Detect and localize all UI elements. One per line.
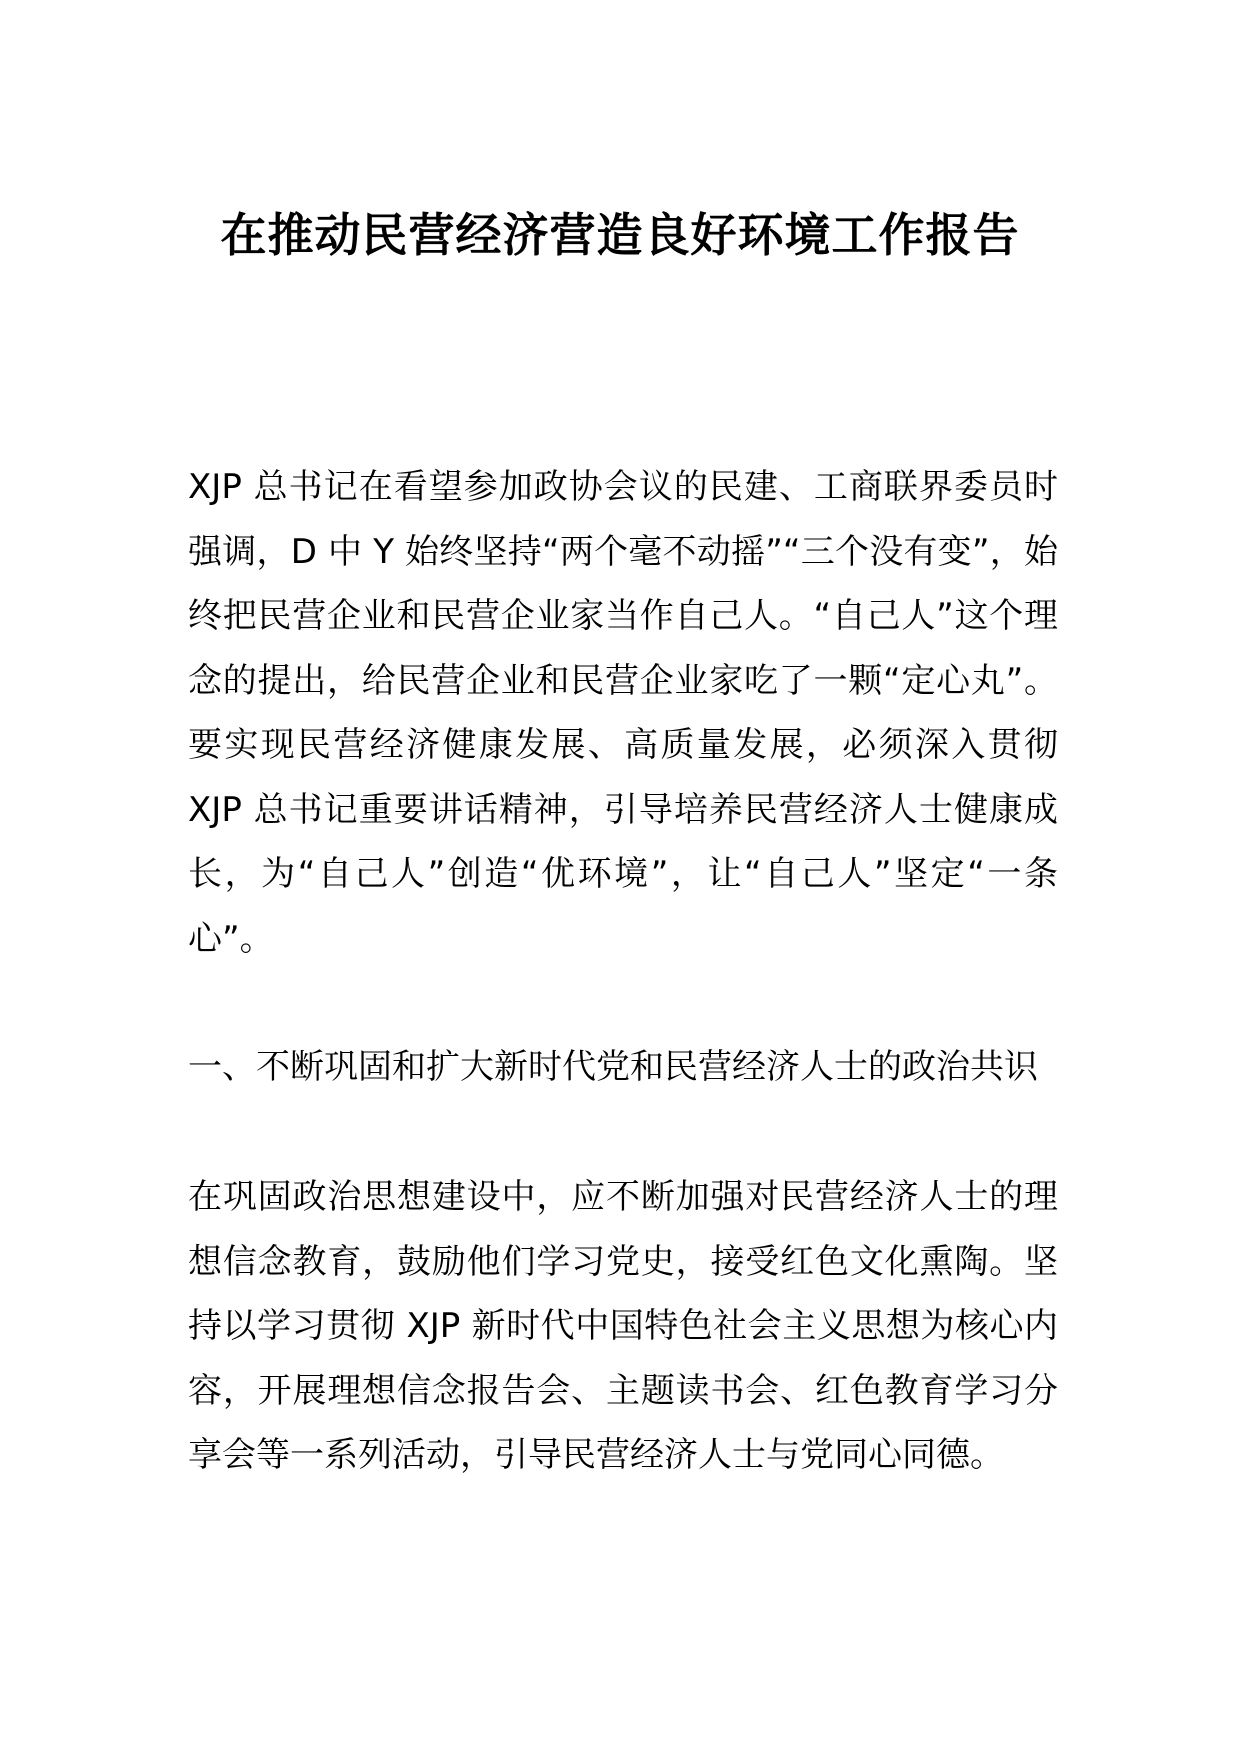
section-heading: 一、不断巩固和扩大新时代党和民营经济人士的政治共识 [188, 1047, 1038, 1087]
intro-paragraph: XJP 总书记在看望参加政协会议的民建、工商联界委员时强调，D 中 Y 始终坚持“两个毫不动摇”“三个没有变”，始终把民营企业和民营企业家当作自己人。“自己人”这个理念的提出，给民营企业和民营企业家吃了一颗“定心丸”。要实现民营经济健康发展、高质量发展，必须深入贯彻 XJP 总书记重要讲话精神，引导培养民营经济人士健康成长，为“自己人”创造“优环境”，让“自己人”坚定“一条心”。 [188, 467, 1058, 959]
section-paragraph: 在巩固政治思想建设中，应不断加强对民营经济人士的理想信念教育，鼓励他们学习党史，接受红色文化熏陶。坚持以学习贯彻 XJP 新时代中国特色社会主义思想为核心内容，开展理想信念报告会、主题读书会、红色教育学习分享会等一系列活动，引导民营经济人士与党同心同德。 [188, 1177, 1058, 1475]
document-title: 在推动民营经济营造良好环境工作报告 [220, 208, 1020, 262]
